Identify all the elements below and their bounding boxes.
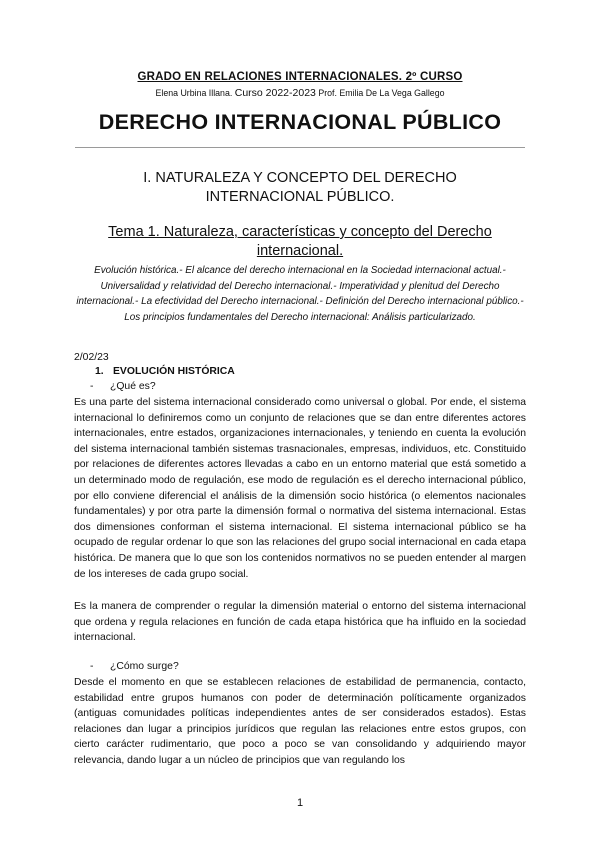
title-divider [75, 147, 525, 148]
list-item [90, 661, 179, 672]
bullet-text: ¿Cómo surge? [110, 661, 179, 672]
professor-name: Prof. Emilia De La Vega Gallego [318, 88, 445, 98]
course-header: GRADO EN RELACIONES INTERNACIONALES. 2º CURSO [137, 71, 463, 83]
topic-title: Tema 1. Naturaleza, características y concepto del Derecho internacional. [108, 224, 492, 259]
lecture-date: 2/02/23 [74, 352, 109, 363]
author-line [0, 87, 600, 99]
body-paragraph: Es una parte del sistema internacional considerado como universal o global. Por ende, el sistema internacional lo definiremos como un conjunto de relaciones que se dan entre diferentes actores internacionales, entre estados, organizaciones internacionales, y teniendo en cuenta la evolución del sistema internacional también sistemas trasnacionales, empresas, individuos, etc. Constituido por relaciones de diferentes actores llevadas a cabo en un entorno material que está sometido a un determinado modo de regulación, ese modo de regulación es el derecho internacional público, por ello conviene diferencial el análisis de la dimensión socio histórica (o elementos nacionales fundamentales) y por otra parte la dimensión formal o normativa del sistema internacional. Estas dos dimensiones conforman el sistema internacional. El sistema internacional público se ha ocupado de regular ordenar lo que son las relaciones del grupo social internacional en cada etapa histórica. De manera que lo que son los contenidos normativos no se pueden entender al margen de los intereses de cada grupo social. [74, 397, 526, 580]
author-name: Elena Urbina Illana. [155, 88, 233, 98]
list-item [90, 381, 156, 392]
bullet-dash: - [90, 381, 94, 392]
document-title: DERECHO INTERNACIONAL PÚBLICO [98, 110, 502, 134]
topic-description: Evolución histórica.- El alcance del derecho internacional en la Sociedad internacional actual.- Universalidad y relatividad del Derecho internacional.- Imperatividad y plenitud del Derecho internacional.- La efectividad del Derecho internacional.- Definición del Derecho internacional público.- Los principios fundamentales del Derecho internacional: Análisis particularizado. [76, 265, 524, 323]
heading-text: EVOLUCIÓN HISTÓRICA [113, 366, 235, 377]
body-paragraph: Es la manera de comprender o regular la dimensión material o entorno del sistema internacional que ordena y regula relaciones en función de cada etapa histórica que ha influido en la sociedad internacional. [74, 601, 526, 644]
heading-number: 1. [95, 366, 104, 377]
bullet-dash: - [90, 661, 94, 672]
academic-year: Curso 2022-2023 [234, 87, 316, 99]
page-number: 1 [296, 797, 304, 809]
body-paragraph: Desde el momento en que se establecen relaciones de estabilidad de permanencia, contacto, estabilidad entre grupos humanos con poder de determinación políticamente organizados (antiguas comunidades políticas independientes antes de ser considerados estados). Estas relaciones dan lugar a principios jurídicos que regulan las relaciones entre estos grupos, con cierto carácter rudimentario, que poco a poco se van consolidando y adquiriendo mayor relevancia, dando lugar a un núcleo de principios que van regulando los [74, 677, 526, 766]
bullet-text: ¿Qué es? [110, 381, 156, 392]
section-heading [95, 366, 235, 377]
section-title: I. NATURALEZA Y CONCEPTO DEL DERECHO INTERNACIONAL PÚBLICO. [143, 170, 457, 205]
